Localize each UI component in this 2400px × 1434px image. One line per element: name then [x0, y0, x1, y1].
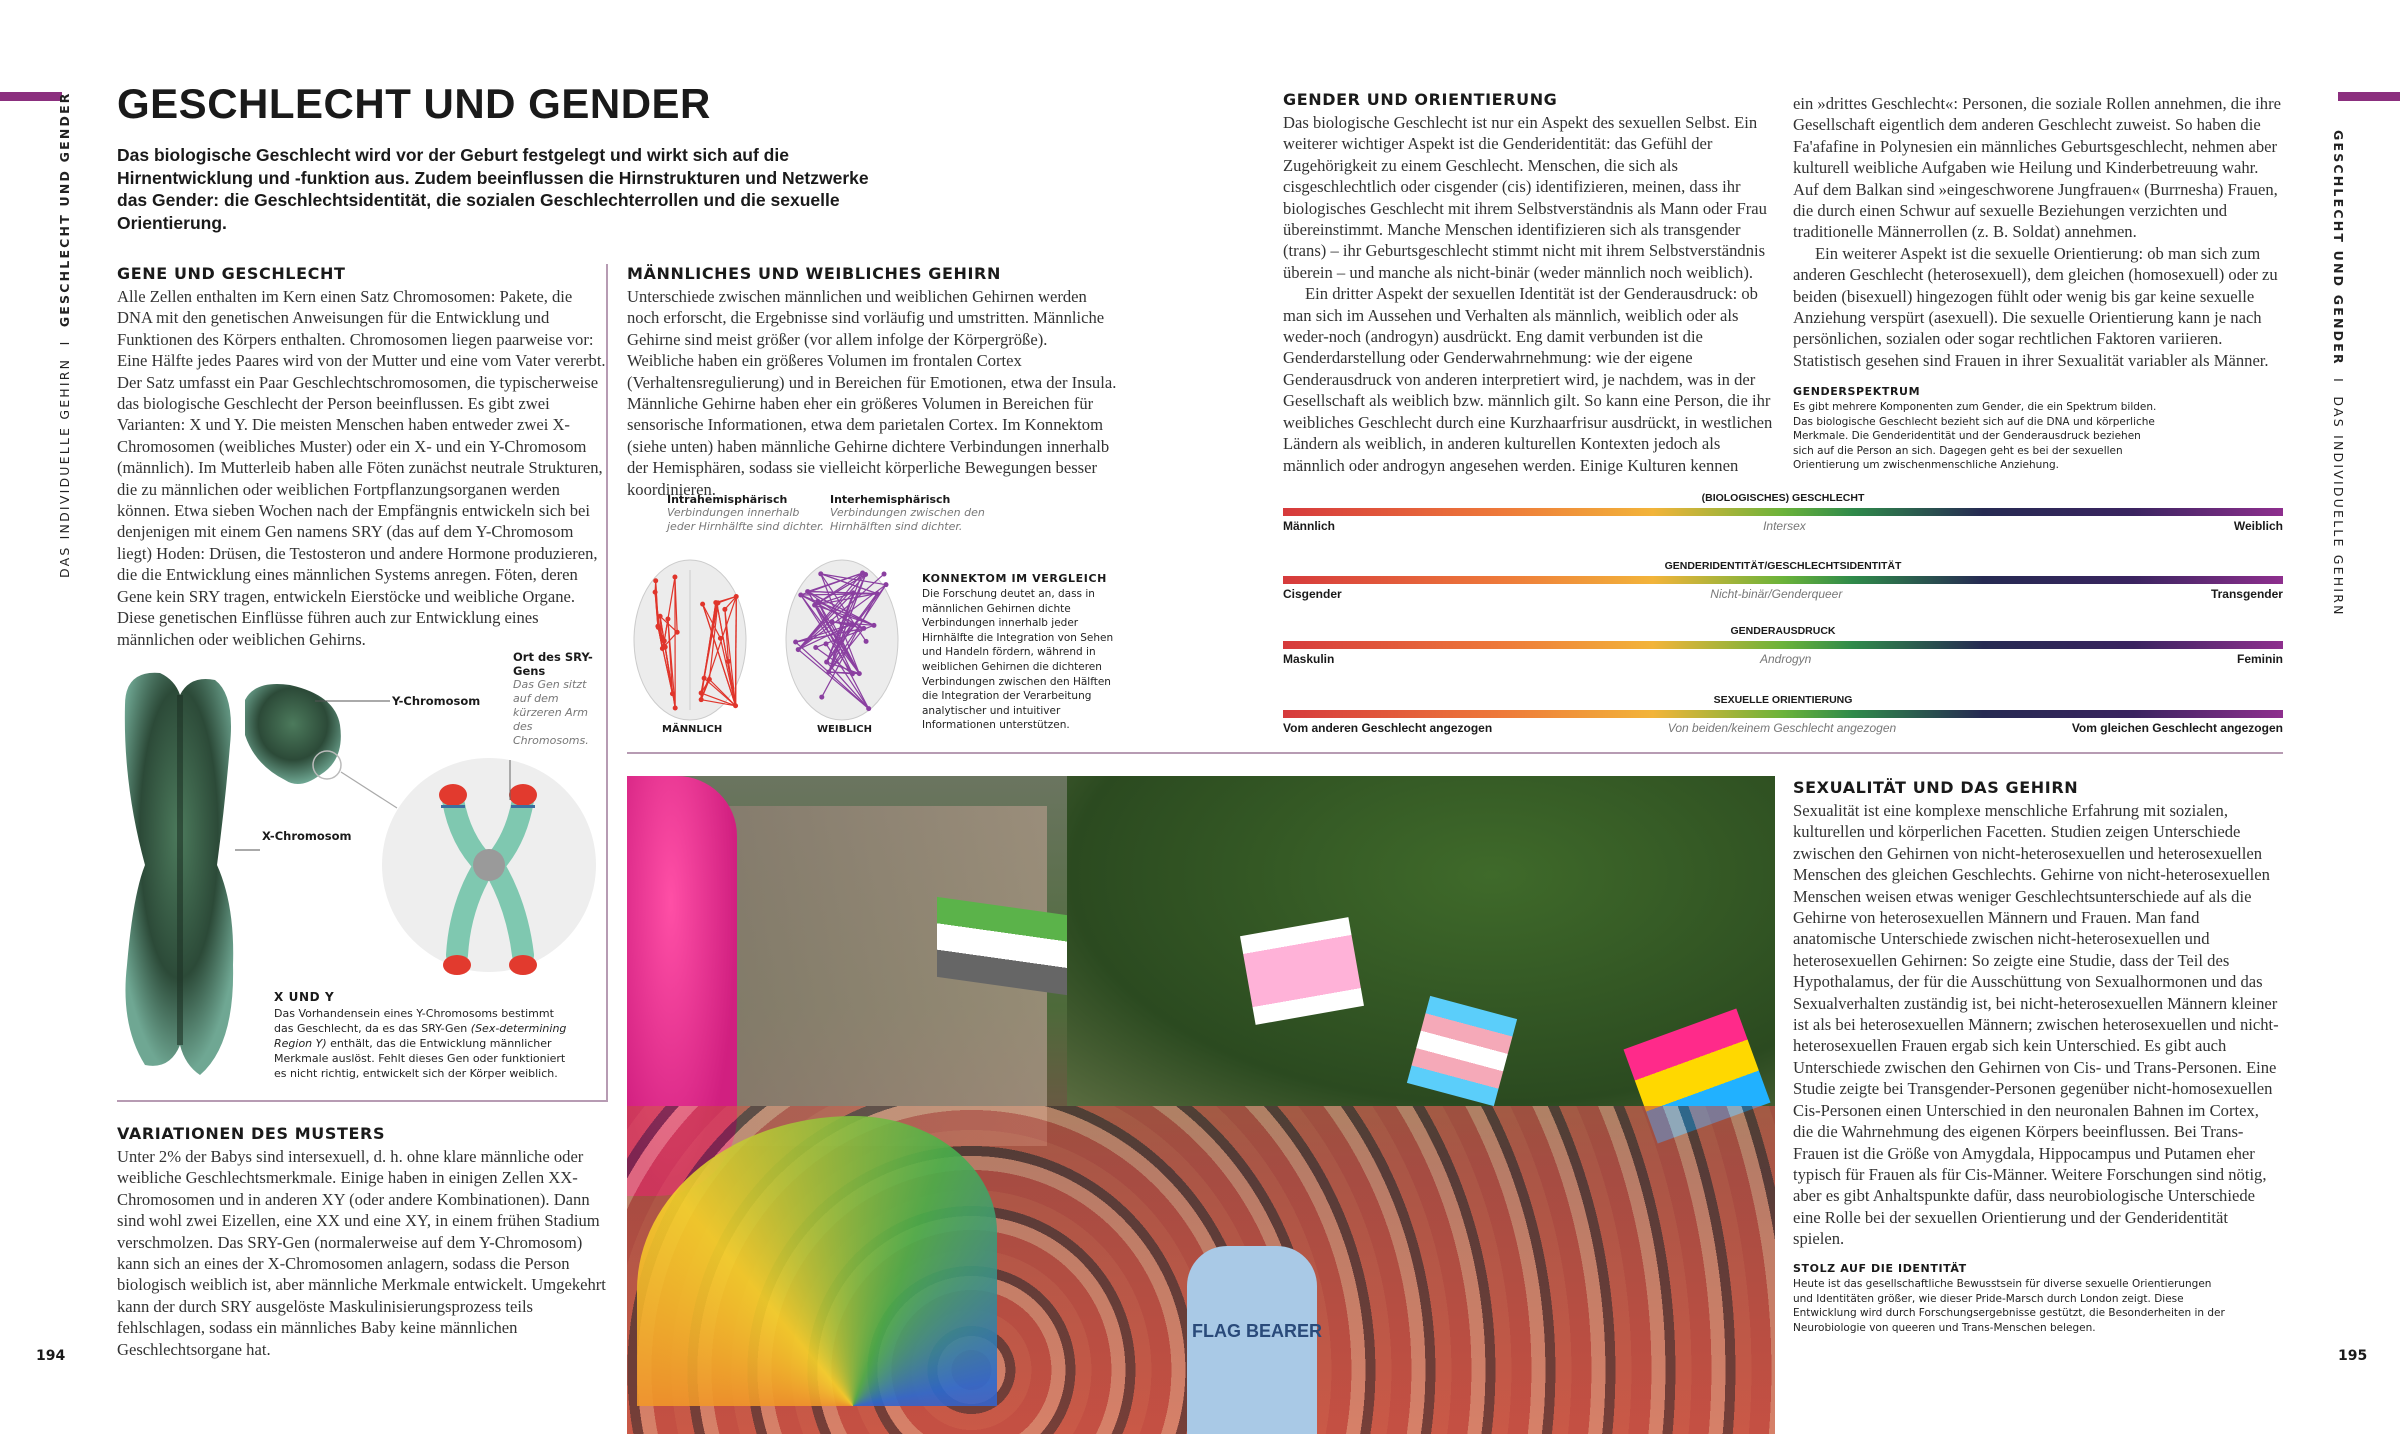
section-sexuality [1793, 778, 2283, 1250]
scale-middle-label: Intersex [1763, 519, 1806, 533]
section-heading: MÄNNLICHES UND WEIBLICHES GEHIRN [627, 264, 1001, 283]
connection-node [796, 647, 801, 652]
running-head-left: DAS INDIVIDUELLE GEHIRN I GESCHLECHT UND GENDER [57, 91, 72, 578]
connection-node [857, 671, 862, 676]
scale-left-label: Vom anderen Geschlecht angezogen [1283, 721, 1493, 735]
spectrum-scale [1283, 625, 2283, 666]
connection-node [813, 645, 818, 650]
spectrum-scale [1283, 560, 2283, 601]
scale-right-label: Vom gleichen Geschlecht angezogen [2071, 721, 2283, 735]
connection-node [863, 572, 868, 577]
genderspektrum-caption: GENDERSPEKTRUM Es gibt mehrere Komponenten zum Gender, die ein Spektrum bilden. Das biologische Geschlecht bezieht sich auf die DNA und körperliche Merkmale. Die Genderidentität und der Genderausdruck beziehen sich auf die Person an sich. Dagegen geht es bei der sexuellen Orientierung um zwischenmenschliche Anziehung. [1793, 385, 2157, 472]
pride-march-photo [627, 776, 1775, 1434]
scale-left-label: Maskulin [1283, 652, 1335, 666]
scale-gradient-bar [1283, 641, 2283, 649]
connection-node [673, 705, 678, 710]
flag [1240, 917, 1364, 1025]
section-heading: GENE UND GESCHLECHT [117, 264, 346, 283]
connection-node [700, 602, 705, 607]
x-und-y-caption: X UND Y Das Vorhandensein eines Y-Chromosoms bestimmt das Geschlecht, da es das SRY-Gen (Sex-determining Region Y) enthält, das die Entwicklung männlicher Merkmale auslöst. Fehlt dieses Gen oder funktioniert es nicht richtig, entwickelt sich der Körper weiblich. [274, 990, 567, 1080]
pride-caption: STOLZ AUF DIE IDENTITÄT Heute ist das gesellschaftliche Bewusstsein für diverse sexuelle Orientierungen und Identitäten größer, wie dieser Pride-Marsch durch London zeigt. Diese Entwicklung wird durch Forschungsergebnisse gestützt, die Besonderheiten in der Neurobiologie von queeren und Trans-Menschen belegen. [1793, 1262, 2225, 1334]
connection-node [793, 640, 798, 645]
connection-node [798, 592, 803, 597]
scale-middle-label: Nicht-binär/Genderqueer [1710, 587, 1843, 601]
connection-node [726, 659, 731, 664]
connection-node [663, 645, 668, 650]
scale-gradient-bar [1283, 508, 2283, 516]
connection-node [805, 589, 810, 594]
intro-text: Das biologische Geschlecht wird vor der Geburt festgelegt und wirkt sich auf die Hirnentwicklung und -funktion aus. Zudem beeinflussen die Hirnstrukturen und Netzwerke das Gender: die Geschlechtsidentität, die sozialen Geschlechterrollen und die sexuelle Orientierung. [117, 145, 869, 233]
page-title: GESCHLECHT UND GENDER [117, 80, 711, 127]
connection-node [884, 582, 889, 587]
connection-node [819, 695, 824, 700]
y-chromosome-label: Y-Chromosom [392, 694, 481, 708]
x-chromosome [125, 673, 233, 1075]
connection-node [829, 619, 834, 624]
connection-node [815, 599, 820, 604]
scale-gradient-bar [1283, 710, 2283, 718]
connectome-diagrams [627, 530, 917, 725]
x-chromosome-label: X-Chromosom [262, 829, 352, 843]
sry-callout: Ort des SRY-Gens Das Gen sitzt auf dem kürzeren Arm des Chromosoms. [513, 650, 593, 747]
section-brain [627, 264, 1117, 500]
connection-node [718, 636, 723, 641]
connection-node [871, 623, 876, 628]
scale-left-label: Männlich [1283, 519, 1336, 533]
connection-node [699, 691, 704, 696]
page-number-right: 195 [2338, 1348, 2368, 1364]
scale-gradient-bar [1283, 576, 2283, 584]
connection-node [714, 601, 719, 606]
connection-node [823, 641, 828, 646]
connection-node [702, 676, 707, 681]
connection-node [722, 607, 727, 612]
spectrum-scale [1283, 694, 2283, 735]
connection-node [826, 669, 831, 674]
connection-node [849, 622, 854, 627]
connection-node [655, 624, 660, 629]
connection-node [707, 677, 712, 682]
connection-node [875, 591, 880, 596]
connection-node [733, 703, 738, 708]
section-heading: SEXUALITÄT UND DAS GEHIRN [1793, 778, 2079, 797]
connection-node [662, 638, 667, 643]
divider [627, 752, 2283, 754]
section-tab-left [0, 92, 62, 101]
connection-node [824, 660, 829, 665]
connection-node [653, 578, 658, 583]
section-gene [117, 264, 607, 650]
intra-label: Intrahemisphärisch Verbindungen innerhalb jeder Hirnhälfte sind dichter. [667, 493, 825, 533]
connection-node [882, 572, 887, 577]
column-divider [606, 264, 608, 1102]
section-body: Alle Zellen enthalten im Kern einen Satz Chromosomen: Pakete, die DNA mit den genetischen Anweisungen für die Entwicklung und Funktionen des Körpers enthalten. Chromosomen liegen paarweise vor: Eine Hälfte jedes Paares wird von der Mutter und eine vom Vater vererbt. Der Satz umfasst ein Paar Geschlechtschromosomen, die typischerweise das biologische Geschlecht der Person beeinflussen. Es gibt zwei Varianten: X und Y. Die meisten Menschen haben entweder zwei X-Chromosomen (weibliches Muster) oder ein X- und ein Y-Chromosom (männlich). Im Mutterleib haben alle Föten zunächst neutrale Strukturen, die zu männlichen oder weiblichen Fortpflanzungsorganen werden können. Etwa sieben Wochen nach der Empfängnis entwickeln sich bei denjenigen mit einem Gen namens SRY (das auf dem Y-Chromosom liegt) Hoden: Drüsen, die Testosteron und andere Hormone produzieren, die die Entwicklung eines männlichen Systems anregen. Föten, deren Gene kein SRY tragen, entwickeln Eierstöcke und weibliche Organe. Diese genetischen Einflüsse führen auch zur Entwicklung eines männlichen oder weiblichen Gehirns. [117, 287, 606, 649]
connection-node [818, 571, 823, 576]
section-heading: GENDER UND ORIENTIERUNG [1283, 90, 1558, 109]
section-tab-right [2338, 92, 2400, 101]
connection-node [658, 614, 663, 619]
scale-title: (BIOLOGISCHES) GESCHLECHT [1701, 492, 1865, 504]
section-gender: GENDER UND ORIENTIERUNG Das biologische Geschlecht ist nur ein Aspekt des sexuellen Selbst. Ein weiterer wichtiger Aspekt ist die Genderidentität: das Gefühl der Zugehörigkeit zu einem Geschlecht. Menschen, die sich als cisgeschlechtlich oder cisgender (cis) identifizieren, meinen, dass ihr biologisches Geschlecht mit ihrem Selbstverständnis als Mann oder Frau übereinstimmt. Manche Menschen identifizieren sich als transgender (trans) – ihr Geburtsgeschlecht stimmt nicht mit ihrem Selbstverständnis überein – und manche als nicht-binär (weder männlich noch weiblich). Ein dritter Aspekt der sexuellen Identität ist der Genderausdruck: ob man sich im Aussehen und Verhalten als männlich, weiblich oder als weder-noch (androgyn) ausdrückt. Eng damit verbunden ist die Genderdarstellung oder Genderwahrnehmung: wie der eigene Genderausdruck von anderen interpretiert wird, je nachdem, was in der Gesellschaft als weiblich bzw. männlich gilt. So kann eine Person, die ihr weibliches Geschlecht durch eine Kurzhaarfrisur ausdrückt, in westlichen Ländern als weiblich, in anderen kulturellen Kontexten jedoch als männlich oder androgyn angesehen werden. Einige Kulturen kennen [1283, 90, 1773, 475]
male-label: MÄNNLICH [662, 724, 723, 735]
connection-node [866, 706, 871, 711]
page-number-left: 194 [36, 1348, 66, 1364]
connection-node [670, 691, 675, 696]
scale-left-label: Cisgender [1283, 587, 1342, 601]
section-gender-cont: ein »drittes Geschlecht«: Personen, die soziale Rollen annehmen, die ihre Gesellschaft eigentlich dem anderen Geschlecht zuweist. So haben die Fa'afafine in Polynesien ein männliches Geburtsgeschlecht, nehmen aber kulturell weibliche Aufgaben wie Heilung und Kinderbetreuung wahr. Auf dem Balkan sind »eingeschworene Jungfrauen« (Burrnesha) Frauen, die durch einen Schwur auf sexuelle Beziehungen verzichten und traditionelle Männerrollen (z. B. Soldat) annehmen. Ein weiterer Aspekt ist die sexuelle Orientierung: ob man sich zum anderen Geschlecht (heterosexuell), dem gleichen (homosexuell) oder zu beiden (bisexuell) hingezogen fühlt oder wenig bis gar keine sexuelle Anziehung verspürt (asexuell). Die sexuelle Orientierung kann je nach persönlichen, sozialen oder sogar rechtlichen Faktoren variieren. Statistisch gesehen sind Frauen in ihrer Sexualität variabler als Männer. [1793, 94, 2281, 370]
connection-node [675, 630, 680, 635]
connection-node [864, 639, 869, 644]
scale-right-label: Transgender [2210, 587, 2283, 601]
section-body: Sexualität ist eine komplexe menschliche Erfahrung mit sozialen, kulturellen und körperlichen Facetten. Studien zeigen Unterschiede zwischen den Gehirnen von nicht-heterosexuellen und heterosexuellen Menschen des gleichen Geschlechts. Gehirne von nicht-heterosexuellen Menschen weisen etwas weniger Geschlechtsunterschiede auf als die Gehirne von heterosexuellen Männern und Frauen. Man fand anatomische Unterschiede zwischen nicht-heterosexuellen und heterosexuellen Gehirnen: So zeigte eine Studie, dass der Teil des Hypothalamus, der für die Ausschüttung von Sexualhormonen und das Sexualverhalten zuständig ist, bei nicht-heterosexuellen Männern kleiner ist als bei heterosexuellen Männern; zwischen heterosexuellen und nicht-heterosexuellen Frauen ergab sich kein Unterschied. Es gibt auch Unterschiede zwischen den Gehirnen von Cis- und Trans-Personen. Eine Studie zeigte bei Transgender-Personen gegenüber nicht-homosexuellen Cis-Personen einen Unterschied in den neuronalen Bahnen im Cortex, die die Wahrnehmung des eigenen Körpers beeinflussen. Bei Trans-Frauen ist die Größe von Amygdala, Hippocampus und Putamen eher typisch für Frauen als für Cis-Männer. Weitere Forschungen sind nötig, aber es gibt Anhaltspunkte dafür, dass neurobiologische Unterschiede eine Rolle bei der sexuellen Orientierung und der Genderidentität spielen. [1793, 801, 2279, 1249]
connection-node [734, 594, 739, 599]
scale-middle-label: Androgyn [1759, 652, 1812, 666]
connection-node [850, 671, 855, 676]
female-label: WEIBLICH [817, 724, 873, 735]
scale-title: GENDERAUSDRUCK [1730, 625, 1836, 637]
running-head-right: GESCHLECHT UND GENDER I DAS INDIVIDUELLE GEHIRN [2331, 130, 2346, 617]
section-body: Unter 2% der Babys sind intersexuell, d. h. ohne klare männliche oder weibliche Geschlechtsmerkmale. Einige haben in einigen Zellen XX-Chromosomen und in anderen XY (oder andere Kombinationen). Dann sind wohl zwei Eizellen, eine XX und eine XY, in einem frühen Stadium verschmolzen. Das SRY-Gen (normalerweise auf dem Y-Chromosom) kann sich an eines der X-Chromosomen anlagern, sodass die Person biologisch weiblich ist, aber männliche Merkmale entwickelt. Umgekehrt kann der durch SRY ausgelöste Maskulinisierungsprozess teils fehlschlagen, sodass ein männliches Baby keine männlichen Geschlechtsorgane hat. [117, 1147, 606, 1359]
inter-label: Interhemisphärisch Verbindungen zwischen den Hirnhälften sind dichter. [830, 493, 985, 533]
connection-line [736, 596, 737, 705]
section-heading: VARIATIONEN DES MUSTERS [117, 1124, 386, 1143]
section-body: Unterschiede zwischen männlichen und weiblichen Gehirnen werden noch erforscht, die Ergebnisse sind vorläufig und umstritten. Männliche Gehirne sind meist größer (vor allem infolge der Körpergröße). Weibliche haben ein größeres Volumen im frontalen Cortex (Verhaltensregulierung) und in Bereichen für Emotionen, etwa der Insula. Männliche Gehirne haben eher ein größeres Volumen in Bereichen für sensorische Informationen, etwa dem parietalen Cortex. Im Konnektom (siehe unten) haben männliche Gehirne dichtere Verbindungen innerhalb der Hemisphären, sodass sie vielleicht körperliche Bewegungen besser koordinieren. [627, 287, 1117, 499]
connection-node [851, 590, 856, 595]
connectome-caption: KONNEKTOM IM VERGLEICH Die Forschung deutet an, dass in männlichen Gehirnen dichte Verbindungen innerhalb jeder Hirnhälfte die Integration von Sehen und Handeln fördern, während in weiblichen Gehirnen die dichteren Verbindungen zwischen den Hälften die Integration der Verarbeitung analytischer und intuitiver Informationen unterstützen. [922, 572, 1114, 732]
scale-title: SEXUELLE ORIENTIERUNG [1713, 694, 1853, 706]
y-chromosome [245, 684, 341, 784]
connection-node [665, 617, 670, 622]
spectrum-scale [1283, 492, 2283, 533]
connection-node [653, 590, 658, 595]
section-variation [117, 1124, 607, 1360]
connection-node [861, 626, 866, 631]
divider [117, 1100, 607, 1102]
scale-middle-label: Von beiden/keinem Geschlecht angezogen [1667, 721, 1897, 735]
scale-right-label: Feminin [2236, 652, 2283, 666]
shirt-text: FLAG BEARER [1192, 1321, 1322, 1341]
scale-right-label: Weiblich [2233, 519, 2283, 533]
connection-node [672, 575, 677, 580]
connection-node [699, 697, 704, 702]
scale-title: GENDERIDENTITÄT/GESCHLECHTSIDENTITÄT [1664, 560, 1902, 572]
connection-node [812, 603, 817, 608]
